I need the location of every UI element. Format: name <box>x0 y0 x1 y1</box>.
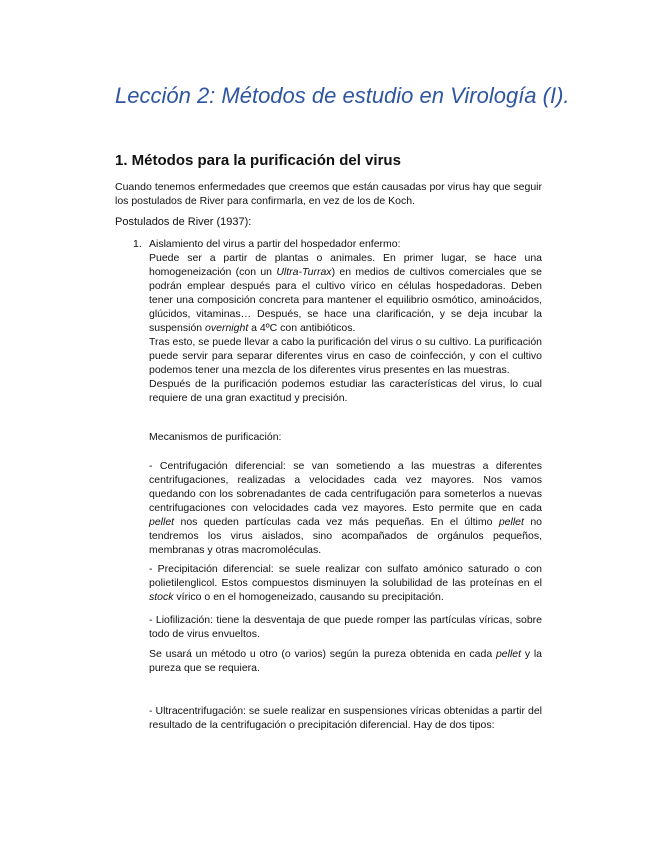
overnight-term: overnight <box>205 322 249 334</box>
pellet-term: pellet <box>149 516 175 528</box>
ultracentrifugation-paragraph: - Ultracentrifugación: se suele realizar en suspensiones víricas obtenidas a partir del resultado de la centrifugación o precipitación diferencial. Hay de dos tipos: <box>149 705 542 731</box>
section-heading: 1. Métodos para la purificación del virus <box>115 152 401 169</box>
mechanisms-label: Mecanismos de purificación: <box>149 431 282 443</box>
intro-paragraph: Cuando tenemos enfermedades que creemos que están causadas por virus hay que seguir los postulados de River para confirmarla, en vez de los de Koch. <box>115 181 542 207</box>
characteristics-paragraph: Después de la purificación podemos estudiar las características del virus, lo cual requiere de una gran exactitud y precisión. <box>149 378 542 404</box>
lyophilization-paragraph: - Liofilización: tiene la desventaja de que puede romper las partículas víricas, sobre todo de virus envueltos. <box>149 614 542 640</box>
postulados-label: Postulados de River (1937): <box>115 216 252 228</box>
list-item-isolation <box>149 237 542 405</box>
centrifugation-paragraph: - Centrifugación diferencial: se van sometiendo a las muestras a diferentes centrifugaciones, realizadas a velocidades cada vez mayores. Nos vamos quedando con los sobrenadantes de cada centrifugación para someterlos a nuevas centrifugaciones con velocidades cada vez mayores. Esto permite que en cada pellet nos queden partículas cada vez más pequeñas. En el último pellet no tendremos los virus aislados, sino acompañados de orgánulos pequeños, membranas y otras macromoléculas. <box>149 460 542 556</box>
method-choice-paragraph: Se usará un método u otro (o varios) según la pureza obtenida en cada pellet y la pureza que se requiera. <box>149 648 543 674</box>
precipitation-paragraph: - Precipitación diferencial: se suele realizar con sulfato amónico saturado o con polietilenglicol. Estos compuestos disminuyen la solubilidad de las proteínas en el stock vírico o en el homogeneizado, causando su precipitación. <box>149 563 542 603</box>
pellet-term: pellet <box>498 516 524 528</box>
stock-term: stock <box>149 591 174 603</box>
page-title: Lección 2: Métodos de estudio en Virología (I). <box>115 83 570 108</box>
purification-paragraph: Tras esto, se puede llevar a cabo la purificación del virus o su cultivo. La purificación puede servir para separar diferentes virus en caso de coinfección, y con el cultivo podemos tener una mezcla de los diferentes virus presentes en las muestras. <box>149 336 542 376</box>
list-item-number: 1. <box>133 238 142 250</box>
list-item-heading: Aislamiento del virus a partir del hospedador enfermo: <box>149 238 401 250</box>
ultra-turrax-term: Ultra-Turrax <box>276 266 332 278</box>
homogenization-paragraph: Puede ser a partir de plantas o animales. En primer lugar, se hace una homogeneización (con un Ultra-Turrax) en medios de cultivos comerciales que se podrán emplear después para el cultivo vírico en células hospedadoras. Deben tener una composición concreta para mantener el equilibrio osmótico, aminoácidos, glúcidos, vitaminas… Después, se hace una clarificación, y se deja incubar la suspensión overnight a 4ºC con antibióticos. <box>149 252 543 334</box>
pellet-term: pellet <box>495 648 522 660</box>
